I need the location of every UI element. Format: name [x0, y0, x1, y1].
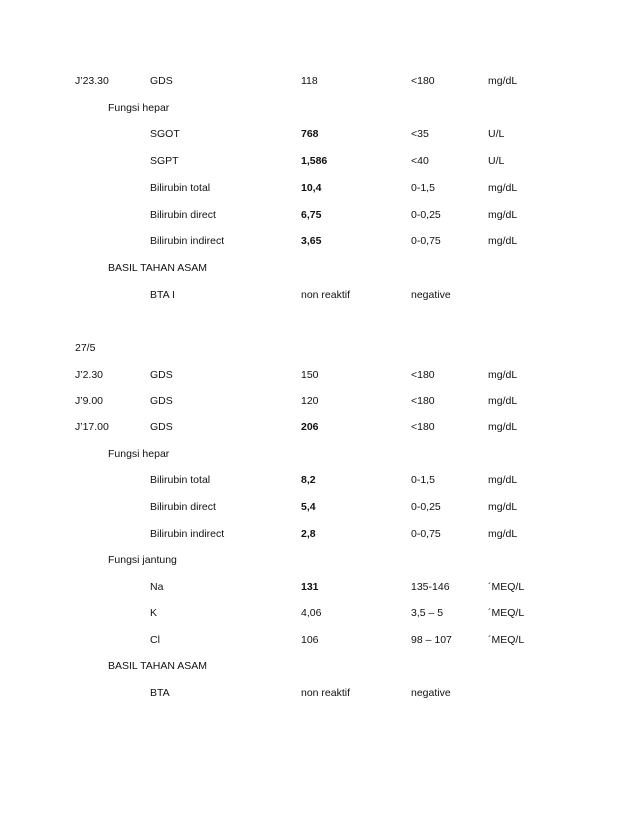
- result-value: 3,65: [301, 235, 322, 247]
- reference-range: 98 – 107: [411, 634, 452, 646]
- test-name: Bilirubin total: [150, 474, 211, 486]
- test-name: GDS: [150, 75, 173, 87]
- section-heading: BASIL TAHAN ASAM: [108, 660, 208, 672]
- section-row: [0, 552, 638, 568]
- reference-range: 135-146: [411, 581, 450, 593]
- test-name: Cl: [150, 634, 160, 646]
- result-row: [0, 207, 638, 223]
- unit-label: mg/dL: [488, 395, 518, 407]
- test-name: SGPT: [150, 155, 179, 167]
- reference-range: 0-0,25: [411, 501, 441, 513]
- reference-range: <180: [411, 421, 435, 433]
- test-name: GDS: [150, 421, 173, 433]
- result-row: [0, 472, 638, 488]
- test-name: BTA: [150, 687, 170, 699]
- test-name: K: [150, 607, 158, 619]
- unit-label: mg/dL: [488, 182, 518, 194]
- section-heading: Fungsi hepar: [108, 448, 170, 460]
- unit-label: ´MEQ/L: [488, 581, 525, 593]
- result-row: [0, 419, 638, 435]
- reference-range: 0-1,5: [411, 182, 435, 194]
- unit-label: mg/dL: [488, 474, 518, 486]
- row-time: J’23.30: [75, 75, 109, 87]
- result-row: [0, 126, 638, 142]
- row-time: J’9.00: [75, 395, 104, 407]
- result-value: 106: [301, 634, 319, 646]
- result-row: [0, 526, 638, 542]
- section-heading: BASIL TAHAN ASAM: [108, 262, 208, 274]
- test-name: GDS: [150, 395, 173, 407]
- result-row: [0, 499, 638, 515]
- test-name: SGOT: [150, 128, 180, 140]
- reference-range: 0-0,25: [411, 209, 441, 221]
- reference-range: 3,5 – 5: [411, 607, 444, 619]
- unit-label: mg/dL: [488, 209, 518, 221]
- result-value: 6,75: [301, 209, 322, 221]
- test-name: GDS: [150, 369, 173, 381]
- row-time: J’2.30: [75, 369, 104, 381]
- result-row: [0, 393, 638, 409]
- section-row: [0, 260, 638, 276]
- section-heading: Fungsi hepar: [108, 102, 170, 114]
- reference-range: negative: [411, 289, 451, 301]
- result-value: 1,586: [301, 155, 328, 167]
- result-row: [0, 367, 638, 383]
- result-value: 768: [301, 128, 319, 140]
- test-name: Bilirubin indirect: [150, 235, 225, 247]
- row-time: J’17.00: [75, 421, 109, 433]
- result-value: non reaktif: [301, 289, 351, 301]
- section-row: [0, 658, 638, 674]
- unit-label: mg/dL: [488, 369, 518, 381]
- unit-label: mg/dL: [488, 235, 518, 247]
- reference-range: 0-1,5: [411, 474, 435, 486]
- unit-label: ´MEQ/L: [488, 634, 525, 646]
- test-name: Bilirubin direct: [150, 501, 216, 513]
- test-name: BTA I: [150, 289, 175, 301]
- unit-label: mg/dL: [488, 421, 518, 433]
- unit-label: mg/dL: [488, 501, 518, 513]
- unit-label: U/L: [488, 128, 505, 140]
- result-row: [0, 180, 638, 196]
- unit-label: ´MEQ/L: [488, 607, 525, 619]
- result-row: [0, 233, 638, 249]
- result-row: [0, 632, 638, 648]
- reference-range: negative: [411, 687, 451, 699]
- result-value: 10,4: [301, 182, 322, 194]
- section-heading: Fungsi jantung: [108, 554, 177, 566]
- result-value: non reaktif: [301, 687, 351, 699]
- row-time: 27/5: [75, 342, 96, 354]
- test-name: Bilirubin indirect: [150, 528, 225, 540]
- result-row: [0, 579, 638, 595]
- section-row: [0, 446, 638, 462]
- test-name: Bilirubin total: [150, 182, 211, 194]
- unit-label: U/L: [488, 155, 505, 167]
- reference-range: <40: [411, 155, 429, 167]
- result-row: [0, 685, 638, 701]
- date-row: [0, 340, 638, 356]
- result-row: [0, 153, 638, 169]
- unit-label: mg/dL: [488, 528, 518, 540]
- reference-range: <35: [411, 128, 429, 140]
- result-row: [0, 73, 638, 89]
- test-name: Na: [150, 581, 164, 593]
- reference-range: 0-0,75: [411, 528, 441, 540]
- reference-range: 0-0,75: [411, 235, 441, 247]
- reference-range: <180: [411, 75, 435, 87]
- result-value: 120: [301, 395, 319, 407]
- result-value: 150: [301, 369, 319, 381]
- test-name: Bilirubin direct: [150, 209, 216, 221]
- section-row: [0, 100, 638, 116]
- result-value: 131: [301, 581, 319, 593]
- result-value: 118: [301, 75, 318, 87]
- result-value: 5,4: [301, 501, 316, 513]
- unit-label: mg/dL: [488, 75, 518, 87]
- result-row: [0, 605, 638, 621]
- result-row: [0, 287, 638, 303]
- result-value: 2,8: [301, 528, 316, 540]
- reference-range: <180: [411, 369, 435, 381]
- result-value: 8,2: [301, 474, 316, 486]
- reference-range: <180: [411, 395, 435, 407]
- result-value: 206: [301, 421, 319, 433]
- result-value: 4,06: [301, 607, 322, 619]
